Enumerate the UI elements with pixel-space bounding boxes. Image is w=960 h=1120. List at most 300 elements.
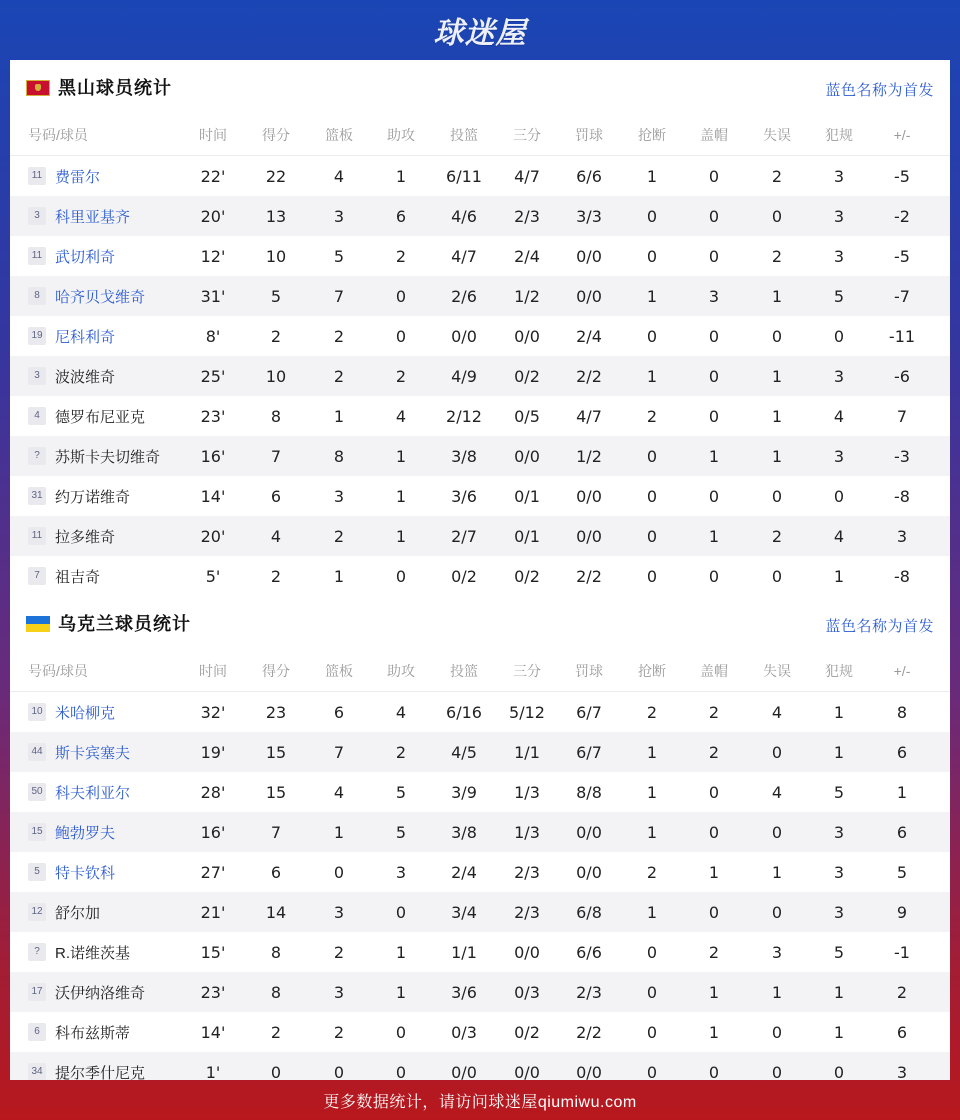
stat-cell: 1 — [395, 982, 407, 1002]
player-cell[interactable] — [28, 902, 100, 923]
stat-cell: 2 — [270, 326, 282, 346]
player-row[interactable] — [10, 236, 950, 276]
stat-cell: 3 — [333, 902, 345, 922]
stat-cell: -8 — [894, 486, 910, 506]
column-header: 三分 — [513, 127, 541, 143]
team-header — [10, 60, 950, 115]
stat-cell: 3 — [896, 526, 908, 546]
stat-cell: 4 — [333, 166, 345, 186]
stat-cell: 0 — [833, 1062, 845, 1080]
jersey-number: ? — [28, 447, 46, 465]
player-cell[interactable] — [28, 286, 145, 307]
jersey-number: 44 — [28, 743, 46, 761]
jersey-number: 34 — [28, 1063, 46, 1080]
player-cell[interactable] — [28, 526, 115, 547]
stat-cell: 5 — [395, 782, 407, 802]
player-cell[interactable] — [28, 406, 145, 427]
player-name[interactable]: 德罗布尼亚克 — [55, 408, 146, 426]
stat-cell: 2/3 — [514, 206, 540, 226]
player-name[interactable]: 斯卡宾塞夫 — [55, 744, 131, 762]
player-row[interactable] — [10, 516, 950, 556]
column-header-row — [10, 651, 950, 692]
stat-cell: 8 — [333, 446, 345, 466]
column-header: 时间 — [199, 127, 227, 143]
player-row[interactable] — [10, 436, 950, 476]
player-row[interactable] — [10, 476, 950, 516]
stat-cell: 32' — [200, 702, 226, 722]
team-section — [10, 596, 950, 1080]
stat-cell: 1 — [771, 982, 783, 1002]
player-row[interactable] — [10, 276, 950, 316]
stat-cell: 6/6 — [576, 166, 602, 186]
stat-cell: 1 — [646, 166, 658, 186]
stat-cell: -5 — [894, 246, 910, 266]
player-cell[interactable] — [28, 166, 100, 187]
stat-cell: 3/8 — [451, 446, 477, 466]
stat-cell: 0 — [646, 1062, 658, 1080]
stat-cell: 27' — [200, 862, 226, 882]
stat-cell: 21' — [200, 902, 226, 922]
stat-cell: 1 — [395, 486, 407, 506]
player-row[interactable] — [10, 932, 950, 972]
player-name[interactable]: R.诺维茨基 — [55, 944, 131, 962]
stat-cell: 0 — [833, 326, 845, 346]
player-row[interactable] — [10, 812, 950, 852]
player-name[interactable]: 舒尔加 — [55, 904, 101, 922]
stat-cell: 6/8 — [576, 902, 602, 922]
stat-cell: 1 — [771, 862, 783, 882]
team-header — [10, 596, 950, 651]
stat-cell: 9 — [896, 902, 908, 922]
column-header: 得分 — [262, 127, 290, 143]
stat-cell: 0 — [708, 486, 720, 506]
column-header: 罚球 — [575, 127, 603, 143]
stat-cell: 1 — [646, 902, 658, 922]
stat-cell: 0/0 — [576, 286, 602, 306]
player-cell[interactable] — [28, 486, 130, 507]
column-header: 三分 — [513, 663, 541, 679]
jersey-number: 11 — [28, 167, 46, 185]
stat-cell: 3/8 — [451, 822, 477, 842]
stat-cell: 2 — [708, 742, 720, 762]
player-name[interactable]: 祖吉奇 — [55, 568, 101, 586]
stat-cell: 3/6 — [451, 486, 477, 506]
stat-cell: 3 — [333, 206, 345, 226]
stat-cell: -11 — [888, 326, 916, 346]
stat-cell: 1 — [646, 822, 658, 842]
stat-cell: 0/0 — [451, 1062, 477, 1080]
stat-cell: 0 — [771, 902, 783, 922]
stat-cell: 3 — [833, 166, 845, 186]
player-name[interactable]: 科里亚基齐 — [55, 208, 131, 226]
jersey-number: 7 — [28, 567, 46, 585]
ukraine-flag — [26, 616, 50, 632]
stat-cell: 0/0 — [514, 942, 540, 962]
stat-cell: 6/11 — [446, 166, 482, 186]
column-header: 犯规 — [825, 663, 853, 679]
player-row[interactable] — [10, 852, 950, 892]
stat-cell: 3 — [395, 862, 407, 882]
stat-cell: 2 — [333, 942, 345, 962]
stat-cell: 0 — [395, 902, 407, 922]
player-row[interactable] — [10, 356, 950, 396]
player-cell[interactable] — [28, 982, 145, 1003]
stat-cell: 5 — [333, 246, 345, 266]
stat-cell: 2 — [395, 742, 407, 762]
stat-cell: 0 — [771, 566, 783, 586]
player-row[interactable] — [10, 316, 950, 356]
stat-cell: 6 — [896, 1022, 908, 1042]
player-name[interactable]: 尼科利奇 — [55, 328, 116, 346]
stat-cell: 0/0 — [514, 446, 540, 466]
stat-cell: -2 — [894, 206, 910, 226]
stat-cell: 0 — [646, 982, 658, 1002]
column-header: 盖帽 — [700, 663, 728, 679]
stat-cell: 2/4 — [576, 326, 602, 346]
stat-cell: 1 — [333, 566, 345, 586]
stat-cell: 0 — [708, 566, 720, 586]
stat-cell: 0/0 — [576, 526, 602, 546]
stats-panel — [10, 60, 950, 1080]
stat-cell: 1 — [333, 822, 345, 842]
stat-cell: 1 — [646, 366, 658, 386]
stat-cell: 0/2 — [514, 366, 540, 386]
stat-cell: 13 — [265, 206, 287, 226]
stat-cell: 3 — [333, 486, 345, 506]
jersey-number: 3 — [28, 207, 46, 225]
stat-cell: 8' — [205, 326, 221, 346]
team-title: 乌克兰球员统计 — [58, 614, 191, 634]
stat-cell: 1 — [771, 446, 783, 466]
stat-cell: 2 — [333, 1022, 345, 1042]
stat-cell: 0/5 — [514, 406, 540, 426]
stat-cell: 3/9 — [451, 782, 477, 802]
stat-cell: 0 — [771, 206, 783, 226]
stat-cell: 1/2 — [576, 446, 602, 466]
stat-cell: 2/2 — [576, 1022, 602, 1042]
stat-cell: 22 — [265, 166, 287, 186]
stat-cell: 0 — [646, 446, 658, 466]
player-cell[interactable] — [28, 782, 130, 803]
stat-cell: 2 — [708, 942, 720, 962]
stat-cell: 2/2 — [576, 566, 602, 586]
stat-cell: 1 — [771, 286, 783, 306]
player-cell[interactable] — [28, 742, 130, 763]
stat-cell: 0/0 — [514, 1062, 540, 1080]
column-header: +/- — [893, 127, 911, 143]
column-header: 篮板 — [325, 663, 353, 679]
jersey-number: 8 — [28, 287, 46, 305]
player-cell[interactable] — [28, 566, 100, 587]
stat-cell: 1 — [771, 366, 783, 386]
player-name[interactable]: 科夫利亚尔 — [55, 784, 131, 802]
stat-cell: 0/0 — [576, 822, 602, 842]
stat-cell: 6 — [270, 862, 282, 882]
stat-cell: 0/0 — [576, 1062, 602, 1080]
player-name[interactable]: 拉多维奇 — [55, 528, 116, 546]
stat-cell: 2/12 — [446, 406, 482, 426]
player-row[interactable] — [10, 1012, 950, 1052]
stat-cell: 2 — [708, 702, 720, 722]
column-header: 篮板 — [325, 127, 353, 143]
stat-cell: 2/3 — [576, 982, 602, 1002]
stat-cell: 16' — [200, 446, 226, 466]
player-row[interactable] — [10, 692, 950, 732]
stat-cell: 0 — [333, 1062, 345, 1080]
stat-cell: 3 — [833, 902, 845, 922]
stat-cell: 22' — [200, 166, 226, 186]
player-cell[interactable] — [28, 862, 115, 883]
stat-cell: 0 — [333, 862, 345, 882]
stat-cell: 2/7 — [451, 526, 477, 546]
jersey-number: 15 — [28, 823, 46, 841]
stat-cell: 2 — [646, 406, 658, 426]
stat-cell: 20' — [200, 206, 226, 226]
stat-cell: 0 — [708, 326, 720, 346]
player-cell[interactable] — [28, 1062, 145, 1081]
player-cell[interactable] — [28, 326, 115, 347]
stat-cell: 2/6 — [451, 286, 477, 306]
stat-cell: 4 — [395, 702, 407, 722]
stat-cell: 6/6 — [576, 942, 602, 962]
column-header: 得分 — [262, 663, 290, 679]
stat-cell: 5/12 — [509, 702, 545, 722]
stat-cell: 8 — [896, 702, 908, 722]
player-name[interactable]: 哈齐贝戈维奇 — [55, 288, 146, 306]
column-header: 抢断 — [638, 127, 666, 143]
player-name[interactable]: 约万诺维奇 — [55, 488, 131, 506]
player-row[interactable] — [10, 556, 950, 596]
stat-cell: 0 — [771, 486, 783, 506]
stat-cell: 3 — [896, 1062, 908, 1080]
stat-cell: 6/7 — [576, 702, 602, 722]
stat-cell: 0 — [771, 326, 783, 346]
stat-cell: 5 — [270, 286, 282, 306]
stat-cell: 1 — [395, 526, 407, 546]
column-header: 时间 — [199, 663, 227, 679]
player-cell[interactable] — [28, 702, 115, 723]
stat-cell: 0 — [646, 486, 658, 506]
jersey-number: 5 — [28, 863, 46, 881]
stat-cell: 0 — [646, 326, 658, 346]
stat-cell: 1 — [646, 286, 658, 306]
stat-cell: 25' — [200, 366, 226, 386]
montenegro-flag — [26, 80, 50, 96]
stat-cell: 0 — [708, 782, 720, 802]
stat-cell: 0 — [708, 902, 720, 922]
stat-cell: 5 — [395, 822, 407, 842]
stat-cell: 2 — [333, 526, 345, 546]
stat-cell: 3/4 — [451, 902, 477, 922]
stat-cell: 0/0 — [576, 486, 602, 506]
stat-cell: 1 — [708, 446, 720, 466]
player-name[interactable]: 特卡钦科 — [55, 864, 116, 882]
player-name[interactable]: 科布兹斯蒂 — [55, 1024, 131, 1042]
stat-cell: 1/3 — [514, 822, 540, 842]
stat-cell: 0/0 — [576, 862, 602, 882]
stat-cell: 4/9 — [451, 366, 477, 386]
stat-cell: 0/1 — [514, 486, 540, 506]
stat-cell: 1 — [395, 942, 407, 962]
stat-cell: 2 — [333, 326, 345, 346]
stat-cell: 2 — [646, 862, 658, 882]
stat-cell: 15 — [265, 742, 287, 762]
stat-cell: 31' — [200, 286, 226, 306]
player-row[interactable] — [10, 772, 950, 812]
player-name[interactable]: 沃伊纳洛维奇 — [55, 984, 146, 1002]
column-header: 助攻 — [387, 127, 415, 143]
stat-cell: 0 — [646, 206, 658, 226]
stat-cell: 8 — [270, 406, 282, 426]
jersey-number: 12 — [28, 903, 46, 921]
stat-cell: 12' — [200, 246, 226, 266]
stat-cell: 4 — [833, 526, 845, 546]
stat-cell: 6/16 — [446, 702, 482, 722]
stat-cell: 1 — [333, 406, 345, 426]
stat-cell: 15 — [265, 782, 287, 802]
stat-cell: 4/7 — [451, 246, 477, 266]
stat-cell: 4 — [333, 782, 345, 802]
stat-cell: 2 — [646, 702, 658, 722]
jersey-number: 19 — [28, 327, 46, 345]
column-header: 罚球 — [575, 663, 603, 679]
stat-cell: 23 — [265, 702, 287, 722]
stat-cell: 14 — [265, 902, 287, 922]
stat-cell: -1 — [894, 942, 910, 962]
stat-cell: 0/0 — [576, 246, 602, 266]
stat-cell: 1/3 — [514, 782, 540, 802]
column-header: 盖帽 — [700, 127, 728, 143]
stat-cell: 5 — [896, 862, 908, 882]
stat-cell: 0 — [833, 486, 845, 506]
stat-cell: 0 — [646, 942, 658, 962]
stat-cell: 0/2 — [514, 566, 540, 586]
player-name[interactable]: 波波维奇 — [55, 368, 116, 386]
player-row[interactable] — [10, 396, 950, 436]
stat-cell: 28' — [200, 782, 226, 802]
stat-cell: 0/3 — [451, 1022, 477, 1042]
jersey-number: 31 — [28, 487, 46, 505]
column-header: 号码/球员 — [28, 127, 88, 143]
stat-cell: 2 — [771, 246, 783, 266]
stat-cell: 6/7 — [576, 742, 602, 762]
stat-cell: 0 — [646, 1022, 658, 1042]
footer-banner[interactable]: 更多数据统计，请访问球迷屋qiumiwu.com — [323, 1093, 637, 1111]
stat-cell: 3 — [833, 206, 845, 226]
stat-cell: 1 — [833, 702, 845, 722]
player-cell[interactable] — [28, 942, 130, 963]
stat-cell: 4/7 — [576, 406, 602, 426]
player-name[interactable]: 提尔季什尼克 — [55, 1064, 146, 1080]
player-cell[interactable] — [28, 246, 115, 267]
stat-cell: 0 — [708, 366, 720, 386]
stat-cell: 0 — [708, 246, 720, 266]
player-row[interactable] — [10, 732, 950, 772]
stat-cell: 1 — [833, 566, 845, 586]
stat-cell: 2 — [395, 366, 407, 386]
column-header: 投篮 — [450, 663, 478, 679]
player-row[interactable] — [10, 1052, 950, 1080]
player-cell[interactable] — [28, 446, 160, 467]
player-name[interactable]: 费雷尔 — [55, 168, 101, 186]
player-cell[interactable] — [28, 822, 115, 843]
stat-cell: 1' — [205, 1062, 221, 1080]
player-row[interactable] — [10, 892, 950, 932]
stat-cell: 1 — [395, 446, 407, 466]
jersey-number: 50 — [28, 783, 46, 801]
column-header: 失误 — [763, 663, 791, 679]
jersey-number: 11 — [28, 247, 46, 265]
stat-cell: 7 — [270, 446, 282, 466]
stat-cell: 8/8 — [576, 782, 602, 802]
starter-note: 蓝色名称为首发 — [825, 618, 934, 635]
stat-cell: 7 — [333, 286, 345, 306]
stat-cell: 1 — [646, 782, 658, 802]
jersey-number: ? — [28, 943, 46, 961]
jersey-number: 17 — [28, 983, 46, 1001]
jersey-number: 10 — [28, 703, 46, 721]
player-name[interactable]: 武切利奇 — [55, 248, 116, 266]
player-row[interactable] — [10, 156, 950, 196]
stat-cell: 1/1 — [514, 742, 540, 762]
stat-cell: 0 — [771, 822, 783, 842]
stat-cell: 3/3 — [576, 206, 602, 226]
stat-cell: 1 — [833, 1022, 845, 1042]
stat-cell: 1 — [708, 1022, 720, 1042]
stat-cell: 1/2 — [514, 286, 540, 306]
player-name[interactable]: 苏斯卡夫切维奇 — [55, 448, 161, 466]
stat-cell: 0 — [708, 206, 720, 226]
column-header-row — [10, 115, 950, 156]
jersey-number: 6 — [28, 1023, 46, 1041]
stat-cell: 2/3 — [514, 862, 540, 882]
stat-cell: 1 — [833, 982, 845, 1002]
stat-cell: 7 — [333, 742, 345, 762]
stat-cell: 0/3 — [514, 982, 540, 1002]
jersey-number: 11 — [28, 527, 46, 545]
stat-cell: 14' — [200, 486, 226, 506]
column-header: 投篮 — [450, 127, 478, 143]
stat-cell: 0 — [395, 286, 407, 306]
stat-cell: 0 — [395, 326, 407, 346]
player-cell[interactable] — [28, 206, 130, 227]
column-header: 抢断 — [638, 663, 666, 679]
player-row[interactable] — [10, 972, 950, 1012]
stat-cell: 1 — [833, 742, 845, 762]
stat-cell: 0 — [771, 1022, 783, 1042]
stat-cell: 0 — [708, 166, 720, 186]
stat-cell: 1 — [708, 862, 720, 882]
stat-cell: 14' — [200, 1022, 226, 1042]
stat-cell: 0 — [708, 822, 720, 842]
stat-cell: 3 — [833, 862, 845, 882]
player-name[interactable]: 米哈柳克 — [55, 704, 116, 722]
stat-cell: 23' — [200, 982, 226, 1002]
stat-cell: -3 — [894, 446, 910, 466]
column-header: 助攻 — [387, 663, 415, 679]
jersey-number: 4 — [28, 407, 46, 425]
stat-cell: 6 — [333, 702, 345, 722]
player-row[interactable] — [10, 196, 950, 236]
stat-cell: 8 — [270, 982, 282, 1002]
stat-cell: 0 — [708, 406, 720, 426]
player-cell[interactable] — [28, 1022, 130, 1043]
player-name[interactable]: 鲍勃罗夫 — [55, 824, 116, 842]
stat-cell: 3 — [833, 822, 845, 842]
stat-cell: 10 — [265, 246, 287, 266]
player-cell[interactable] — [28, 366, 115, 387]
stat-cell: 0/1 — [514, 526, 540, 546]
